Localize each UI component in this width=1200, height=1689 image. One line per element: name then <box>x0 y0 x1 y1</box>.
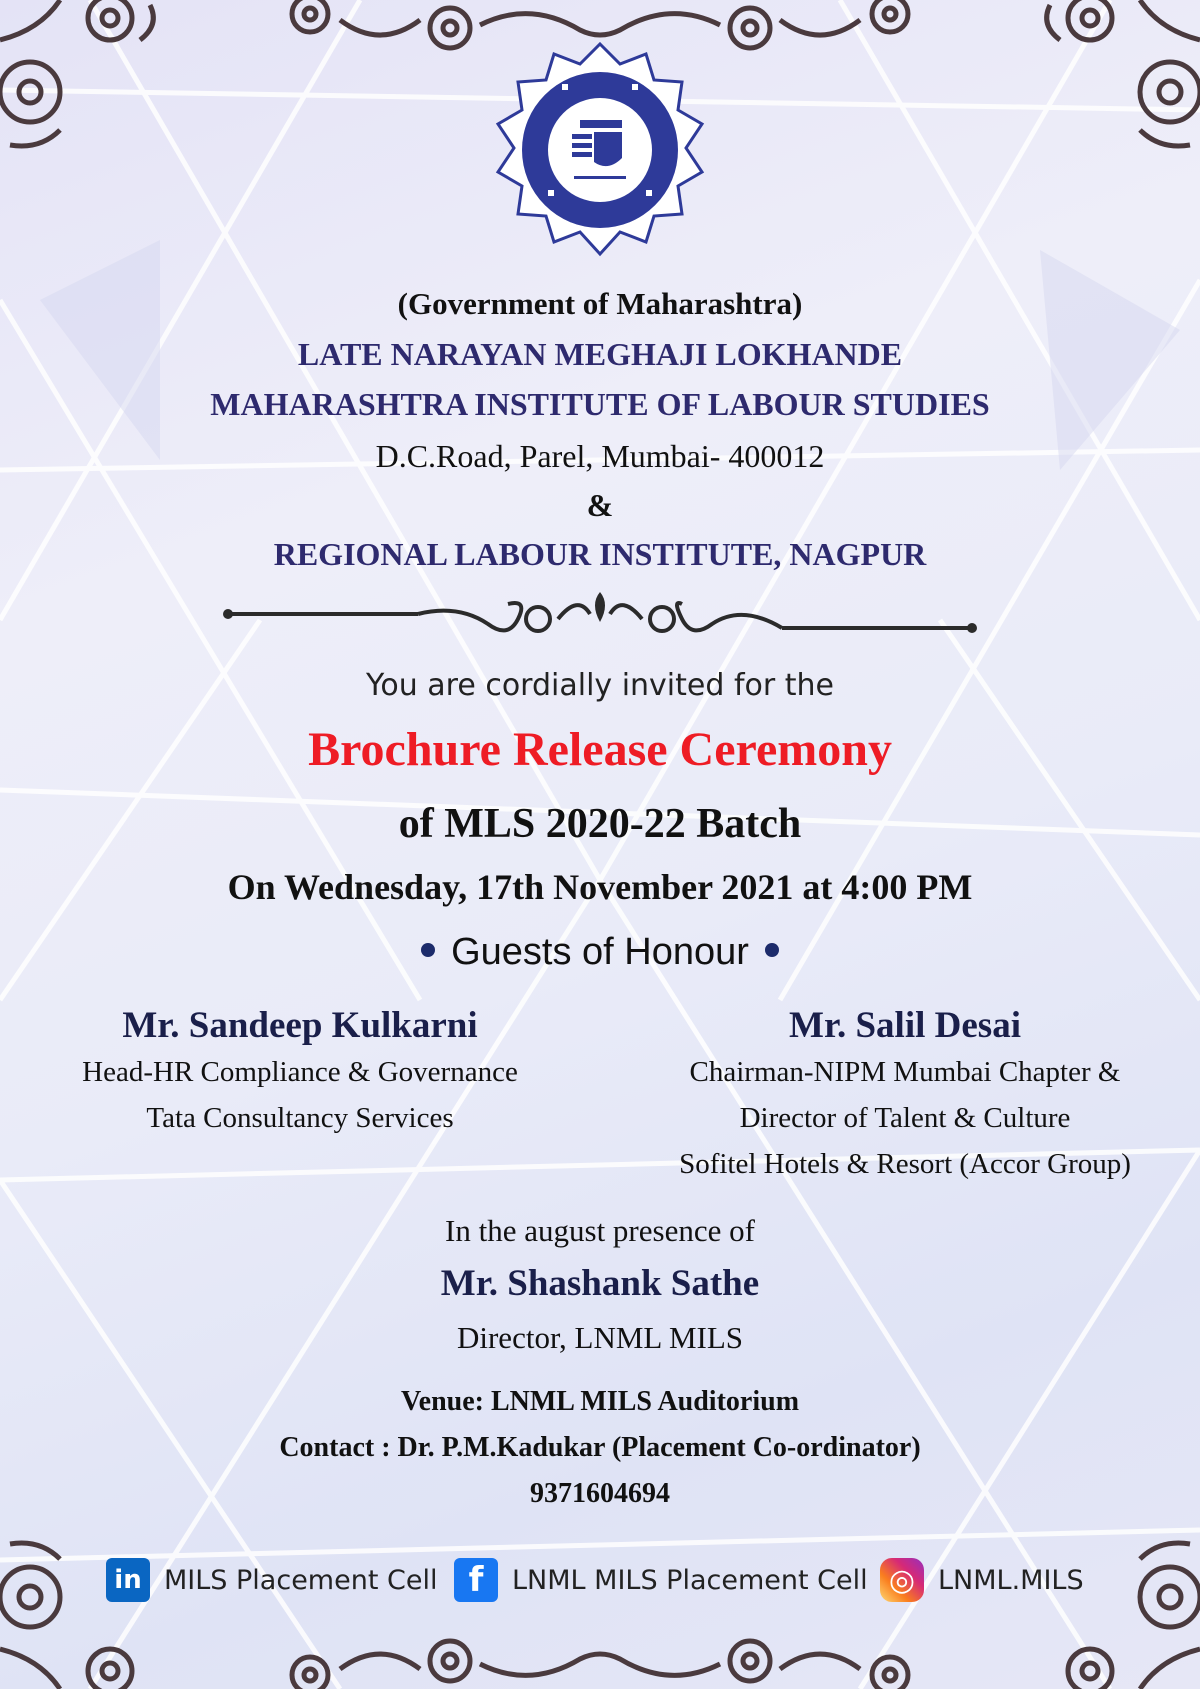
contact-phone: 9371604694 <box>530 1478 670 1509</box>
guest-designation: Director of Talent & Culture <box>739 1102 1071 1134</box>
bullet-dot-icon <box>765 943 779 957</box>
director-name: Mr. Shashank Sathe <box>440 1263 760 1304</box>
presence-intro: In the august presence of <box>445 1213 755 1248</box>
linkedin-icon: in <box>106 1558 150 1602</box>
guests-heading-text: Guests of Honour <box>451 931 749 973</box>
guests-heading <box>0 931 1200 974</box>
venue-line: Venue: LNML MILS Auditorium <box>400 1386 800 1417</box>
facebook-icon: f <box>454 1558 498 1602</box>
guest-designation: Head-HR Compliance & Governance <box>82 1056 518 1088</box>
invitation-intro: You are cordially invited for the <box>366 668 834 703</box>
event-datetime: On Wednesday, 17th November 2021 at 4:00 PM <box>227 867 973 907</box>
guest-name: Mr. Salil Desai <box>789 1005 1021 1046</box>
instagram-link[interactable] <box>880 1557 1084 1603</box>
facebook-link[interactable] <box>454 1557 868 1603</box>
guest-organization: Sofitel Hotels & Resort (Accor Group) <box>679 1148 1131 1180</box>
institute-logo <box>488 40 712 264</box>
director-title: Director, LNML MILS <box>456 1320 744 1355</box>
batch-title: of MLS 2020-22 Batch <box>398 801 802 847</box>
bullet-dot-icon <box>421 943 435 957</box>
second-institute-name: REGIONAL LABOUR INSTITUTE, NAGPUR <box>273 536 927 572</box>
guest-organization: Tata Consultancy Services <box>146 1102 454 1134</box>
guest-name: Mr. Sandeep Kulkarni <box>122 1005 478 1046</box>
instagram-label: LNML.MILS <box>938 1564 1084 1596</box>
instagram-icon: ◎ <box>880 1558 924 1602</box>
contact-line: Contact : Dr. P.M.Kadukar (Placement Co-ordinator) <box>279 1432 921 1463</box>
government-label: (Government of Maharashtra) <box>397 286 803 321</box>
institute-name-line1: LATE NARAYAN MEGHAJI LOKHANDE <box>297 336 903 372</box>
ornamental-divider <box>218 584 982 644</box>
linkedin-link[interactable] <box>106 1557 437 1603</box>
ampersand: & <box>586 487 614 523</box>
facebook-label: LNML MILS Placement Cell <box>512 1564 868 1596</box>
social-links <box>0 1557 1200 1607</box>
guest-card-1 <box>30 1003 570 1141</box>
guest-designation: Chairman-NIPM Mumbai Chapter & <box>689 1056 1121 1088</box>
event-title: Brochure Release Ceremony <box>308 723 892 776</box>
institute-address: D.C.Road, Parel, Mumbai- 400012 <box>375 438 825 474</box>
linkedin-label: MILS Placement Cell <box>164 1564 438 1596</box>
guest-card-2 <box>620 1003 1190 1187</box>
institute-name-line2: MAHARASHTRA INSTITUTE OF LABOUR STUDIES <box>210 386 990 422</box>
